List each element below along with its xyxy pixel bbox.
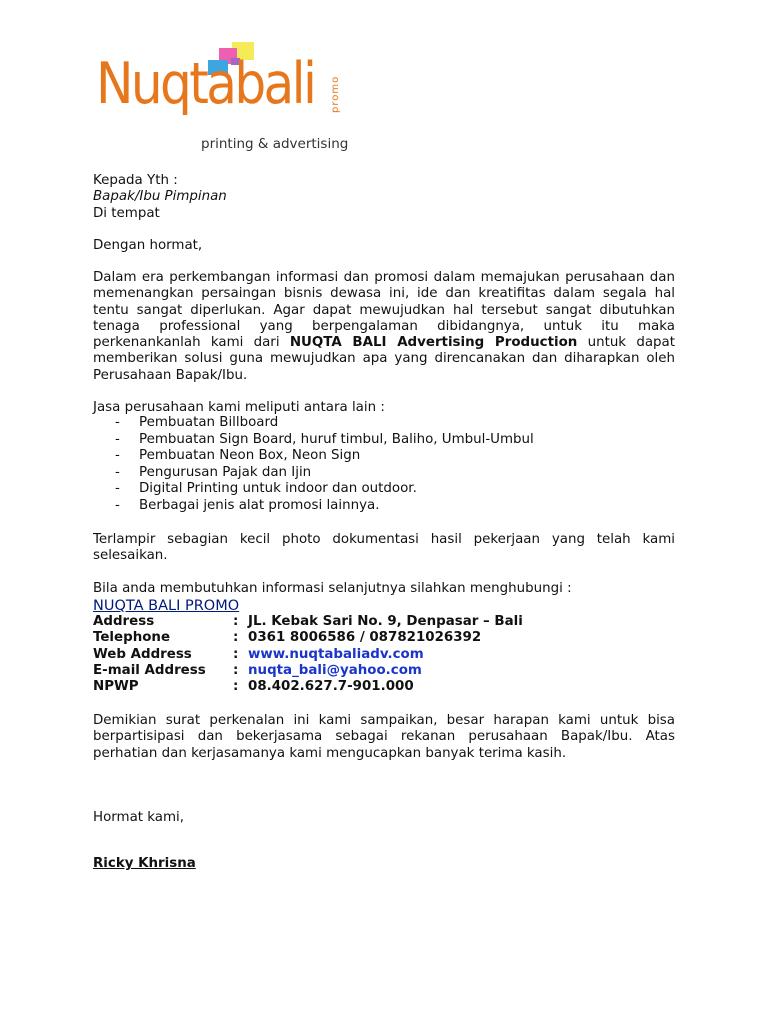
intro-text-after: untuk dapat memberikan solusi guna mewujudkan apa yang direncanakan dan diharapkan oleh Perusahaan Bapak/Ibu. [93,335,675,383]
logo-tagline: printing & advertising [201,136,349,152]
telephone-label: Telephone [93,630,171,646]
addressee-line: Kepada Yth : [93,173,178,188]
npwp-value: 08.402.627.7-901.000 [248,679,414,695]
web-address-label: Web Address [93,646,192,662]
contact-table [93,614,523,695]
intro-paragraph [93,270,675,384]
signer-name: Ricky Khrisna [93,856,196,871]
logo-wordmark: Nuqtabali [96,51,315,117]
intro-company-name: NUQTA BALI Advertising Production [289,335,578,351]
npwp-label: NPWP [93,679,139,695]
recipient-line: Bapak/Ibu Pimpinan [93,189,227,204]
telephone-value: 0361 8006586 / 087821026392 [248,630,482,646]
list-item: - Pembuatan Neon Box, Neon Sign [115,448,361,464]
list-item: - Pengurusan Pajak dan Ijin [115,464,312,480]
address-value: JL. Kebak Sari No. 9, Denpasar – Bali [248,614,523,629]
regards: Hormat kami, [93,810,185,825]
company-name-heading: NUQTA BALI PROMO [93,598,240,614]
list-item: - Digital Printing untuk indoor dan outdoor. [115,481,417,497]
email-link[interactable]: nuqta_bali@yahoo.com [248,662,422,678]
table-row: Telephone : 0361 8006586 / 087821026392 [93,630,523,646]
email-label: E-mail Address [93,662,206,678]
attachment-paragraph: Terlampir sebagian kecil photo dokumentasi hasil pekerjaan yang telah kami selesaikan. [93,532,675,564]
table-row: Address : JL. Kebak Sari No. 9, Denpasar – Bali [93,614,523,629]
address-label: Address [93,614,155,629]
place-line: Di tempat [93,206,160,221]
company-logo [90,40,370,175]
table-row: Web Address : www.nuqtabaliadv.com [93,647,523,663]
list-item: - Pembuatan Billboard [115,415,279,430]
list-item: - Berbagai jenis alat promosi lainnya. [115,497,380,513]
logo-promo-label: promo [330,75,341,113]
intro-text-before: Dalam era perkembangan informasi dan promosi dalam memajukan perusahaan dan memenangkan persaingan bisnis dewasa ini, ide dan kreatifitas dalam segala hal tentu sangat diperlukan. Agar dapat mewujudkan hal tersebut sangat dibutuhkan tenaga professional yang berpengalaman dibidangnya, untuk itu maka perkenankanlah kami dari [93,270,675,351]
salutation: Dengan hormat, [93,238,203,253]
table-row: E-mail Address : nuqta_bali@yahoo.com [93,663,523,679]
list-item: - Pembuatan Sign Board, huruf timbul, Baliho, Umbul-Umbul [115,431,534,447]
contact-intro: Bila anda membutuhkan informasi selanjutnya silahkan menghubungi : [93,581,572,596]
web-address-link[interactable]: www.nuqtabaliadv.com [248,646,424,662]
services-list [93,415,534,515]
closing-paragraph: Demikian surat perkenalan ini kami sampaikan, besar harapan kami untuk bisa berpartisipasi dan bekerjasama sebagai rekanan perusahaan Bapak/Ibu. Atas perhatian dan kerjasamanya kami mengucapkan banyak terima kasih. [93,713,675,761]
services-heading: Jasa perusahaan kami meliputi antara lain : [93,400,385,415]
table-row: NPWP : 08.402.627.7-901.000 [93,679,523,695]
